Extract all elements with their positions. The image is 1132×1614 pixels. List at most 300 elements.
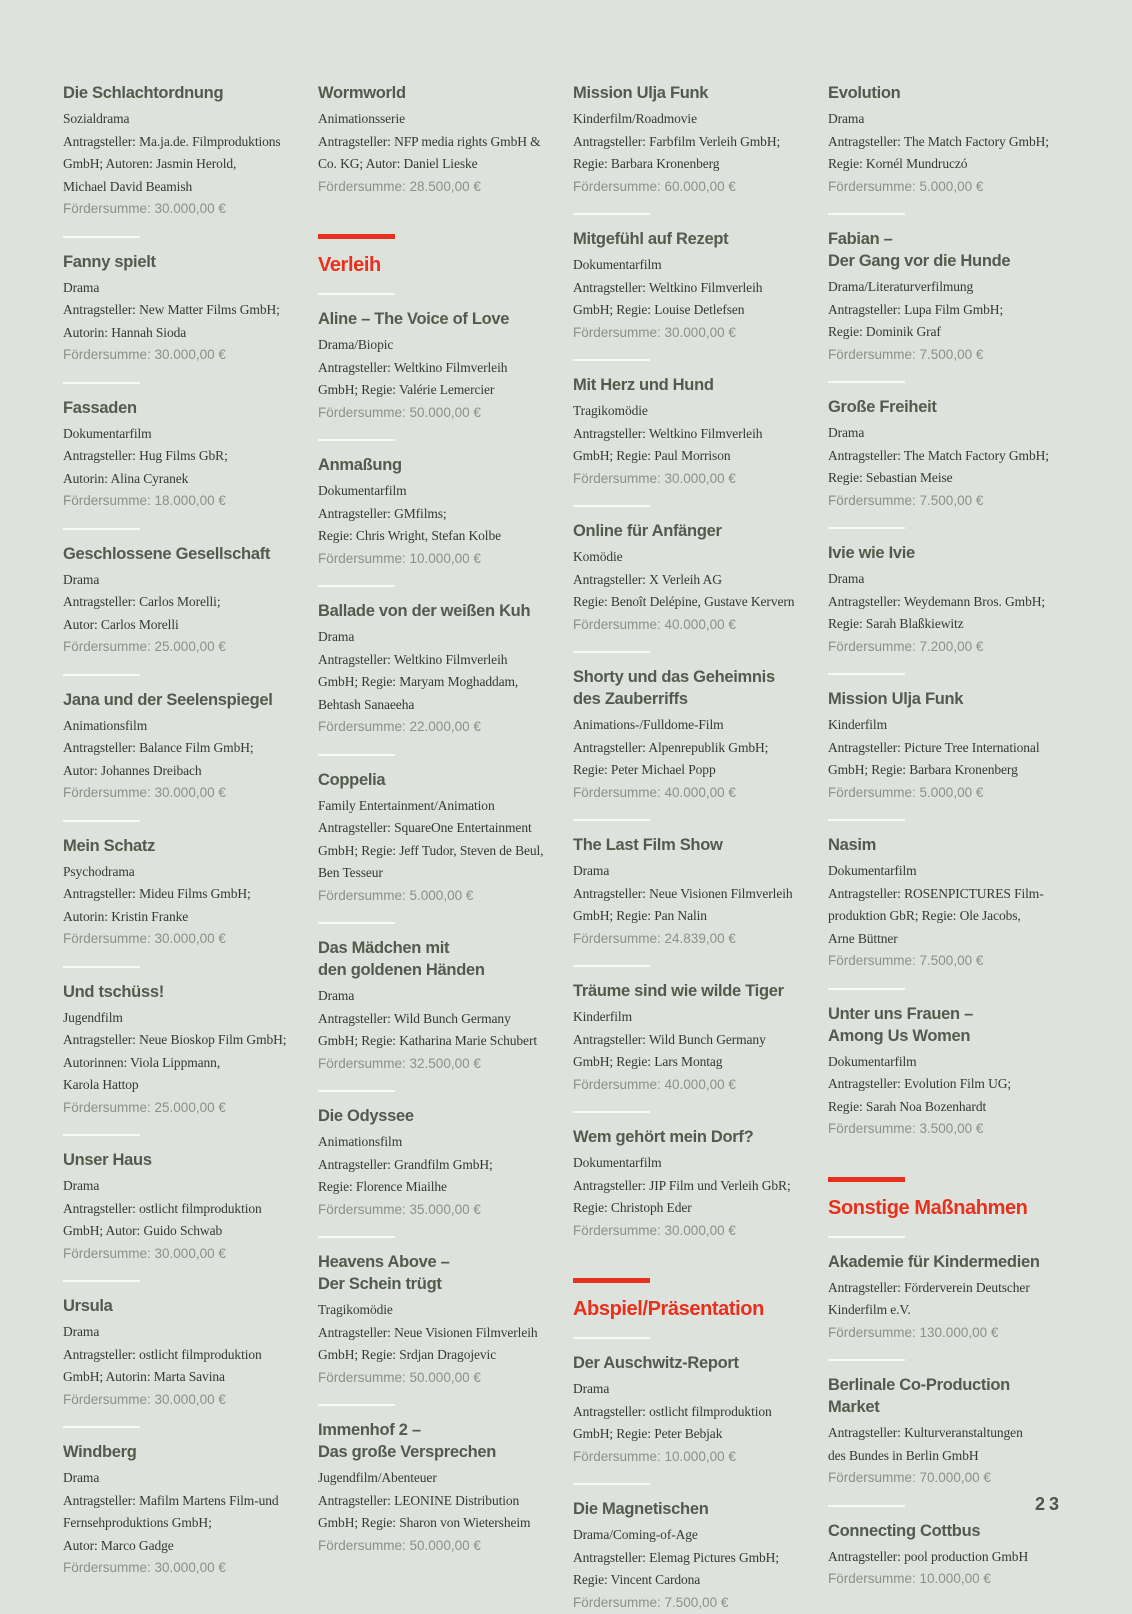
funding-line (828, 344, 1061, 367)
entry (318, 1419, 551, 1557)
funding-value: 70.000,00 € (920, 1470, 991, 1485)
entry-divider (573, 1111, 650, 1113)
entry-divider (828, 1505, 905, 1507)
funding-value: 7.500,00 € (920, 347, 984, 362)
entry (828, 542, 1061, 658)
entry-detail: Autorinnen: Viola Lippmann, (63, 1052, 296, 1075)
entry (318, 308, 551, 424)
entry-detail: Kinderfilm e.V. (828, 1299, 1061, 1322)
funding-label: Fördersumme: (318, 405, 410, 420)
funding-value: 50.000,00 € (410, 1538, 481, 1553)
genre: Dokumentarfilm (828, 860, 1061, 883)
entry (573, 1352, 806, 1468)
funding-line (828, 636, 1061, 659)
funding-line (573, 1446, 806, 1469)
entry-detail: GmbH; Regie: Srdjan Dragojevic (318, 1344, 551, 1367)
funding-line (63, 490, 296, 513)
film-title-line: Akademie für Kindermedien (828, 1251, 1061, 1273)
entry-detail: Autorin: Kristin Franke (63, 906, 296, 929)
entry-detail: GmbH; Regie: Katharina Marie Schubert (318, 1030, 551, 1053)
funding-label: Fördersumme: (573, 471, 665, 486)
entry-detail: Antragsteller: LEONINE Distribution (318, 1490, 551, 1513)
funding-value: 40.000,00 € (665, 1077, 736, 1092)
film-title-line: Und tschüss! (63, 981, 296, 1003)
funding-line (828, 1568, 1061, 1591)
film-title (63, 981, 296, 1003)
funding-label: Fördersumme: (63, 785, 155, 800)
film-title-line: Wem gehört mein Dorf? (573, 1126, 806, 1148)
entry-detail: Antragsteller: Wild Bunch Germany (573, 1029, 806, 1052)
funding-value: 18.000,00 € (155, 493, 226, 508)
funding-value: 10.000,00 € (410, 551, 481, 566)
funding-label: Fördersumme: (828, 953, 920, 968)
entry-detail: Regie: Sarah Blaßkiewitz (828, 613, 1061, 636)
entry (63, 543, 296, 659)
entry-detail: Autor: Johannes Dreibach (63, 760, 296, 783)
entry-detail: Karola Hattop (63, 1074, 296, 1097)
film-title (573, 1498, 806, 1520)
entry-detail: Arne Büttner (828, 928, 1061, 951)
funding-label: Fördersumme: (63, 639, 155, 654)
section-heading: Abspiel/Präsentation (573, 1296, 806, 1322)
film-title (63, 251, 296, 273)
entry-detail: Regie: Barbara Kronenberg (573, 153, 806, 176)
entry-detail: GmbH; Regie: Paul Morrison (573, 445, 806, 468)
film-title (828, 542, 1061, 564)
funding-line (63, 782, 296, 805)
film-title-line: Große Freiheit (828, 396, 1061, 418)
funding-label: Fördersumme: (828, 347, 920, 362)
film-title-line: Unter uns Frauen – (828, 1003, 1061, 1025)
funding-line (318, 176, 551, 199)
entry (318, 937, 551, 1075)
film-title-line: Online für Anfänger (573, 520, 806, 542)
genre: Animationsfilm (318, 1131, 551, 1154)
entry (828, 1374, 1061, 1490)
genre: Animationsserie (318, 108, 551, 131)
entry-detail: Autorin: Hannah Sioda (63, 322, 296, 345)
funding-line (573, 468, 806, 491)
funding-line (573, 1074, 806, 1097)
genre: Dokumentarfilm (318, 480, 551, 503)
funding-value: 3.500,00 € (920, 1121, 984, 1136)
film-title (318, 454, 551, 476)
film-title-line: Das Mädchen mit (318, 937, 551, 959)
entry-divider (63, 674, 140, 676)
funding-line (318, 716, 551, 739)
film-title-line: Die Magnetischen (573, 1498, 806, 1520)
genre: Psychodrama (63, 861, 296, 884)
entry-detail: Fernsehproduktions GmbH; (63, 1512, 296, 1535)
entry-detail: Antragsteller: Elemag Pictures GmbH; (573, 1547, 806, 1570)
entry (828, 82, 1061, 198)
entry (63, 981, 296, 1120)
funding-line (573, 176, 806, 199)
film-title-line: Market (828, 1396, 1061, 1418)
film-title-line: Ballade von der weißen Kuh (318, 600, 551, 622)
page-number: 23 (1035, 1494, 1063, 1515)
genre: Animations-/Fulldome-Film (573, 714, 806, 737)
film-title-line: Der Gang vor die Hunde (828, 250, 1061, 272)
entry (63, 82, 296, 221)
funding-value: 7.500,00 € (665, 1595, 729, 1610)
genre: Drama (828, 568, 1061, 591)
entry-detail: Antragsteller: Farbfilm Verleih GmbH; (573, 131, 806, 154)
entry (828, 688, 1061, 804)
entry-detail: Regie: Kornél Mundruczó (828, 153, 1061, 176)
genre: Drama/Literaturverfilmung (828, 276, 1061, 299)
entry-detail: Michael David Beamish (63, 176, 296, 199)
film-title-line: Aline – The Voice of Love (318, 308, 551, 330)
funding-value: 50.000,00 € (410, 405, 481, 420)
funding-line (318, 548, 551, 571)
film-title (828, 1374, 1061, 1418)
entry-divider (63, 820, 140, 822)
entry-detail: Antragsteller: Neue Visionen Filmverleih (573, 883, 806, 906)
funding-value: 30.000,00 € (155, 347, 226, 362)
entry (828, 1520, 1061, 1591)
genre: Drama (63, 569, 296, 592)
entry-detail: Antragsteller: ostlicht filmproduktion (63, 1344, 296, 1367)
funding-line (828, 1467, 1061, 1490)
entry-detail: Antragsteller: GMfilms; (318, 503, 551, 526)
genre: Drama (573, 1378, 806, 1401)
entry-divider (63, 1426, 140, 1428)
funding-line (828, 176, 1061, 199)
film-title (318, 1251, 551, 1295)
entry-divider (573, 1337, 650, 1339)
film-title (318, 1419, 551, 1463)
film-title (828, 1520, 1061, 1542)
film-title-line: Mitgefühl auf Rezept (573, 228, 806, 250)
film-title-line: Träume sind wie wilde Tiger (573, 980, 806, 1002)
entry-detail: Antragsteller: Neue Visionen Filmverleih (318, 1322, 551, 1345)
funding-value: 40.000,00 € (665, 785, 736, 800)
film-title-line: Coppelia (318, 769, 551, 791)
entry-divider (318, 293, 395, 295)
genre: Jugendfilm (63, 1007, 296, 1030)
funding-label: Fördersumme: (573, 1595, 665, 1610)
film-title-line: Ivie wie Ivie (828, 542, 1061, 564)
entry (318, 769, 551, 908)
funding-value: 60.000,00 € (665, 179, 736, 194)
genre: Komödie (573, 546, 806, 569)
film-title (318, 600, 551, 622)
genre: Dokumentarfilm (63, 423, 296, 446)
funding-value: 5.000,00 € (920, 785, 984, 800)
entry-divider (63, 966, 140, 968)
entry-detail: Antragsteller: SquareOne Entertainment (318, 817, 551, 840)
genre: Kinderfilm/Roadmovie (573, 108, 806, 131)
section-rule (573, 1278, 650, 1283)
funding-label: Fördersumme: (318, 719, 410, 734)
funding-line (828, 1118, 1061, 1141)
genre: Drama (828, 422, 1061, 445)
entry-divider (573, 965, 650, 967)
entry-detail: Antragsteller: Mideu Films GmbH; (63, 883, 296, 906)
funding-value: 30.000,00 € (155, 1392, 226, 1407)
entry-detail: Regie: Chris Wright, Stefan Kolbe (318, 525, 551, 548)
entry-detail: Antragsteller: Wild Bunch Germany (318, 1008, 551, 1031)
film-title (318, 82, 551, 104)
section-heading: Verleih (318, 252, 551, 278)
entry-divider (63, 1134, 140, 1136)
film-title (63, 543, 296, 565)
film-title (573, 834, 806, 856)
funding-label: Fördersumme: (573, 1077, 665, 1092)
film-title-line: Mission Ulja Funk (573, 82, 806, 104)
funding-line (63, 1097, 296, 1120)
entry (828, 396, 1061, 512)
genre: Dokumentarfilm (573, 1152, 806, 1175)
entry-divider (828, 988, 905, 990)
funding-label: Fördersumme: (828, 493, 920, 508)
entry-divider (828, 213, 905, 215)
film-title-line: Windberg (63, 1441, 296, 1463)
column-3 (573, 82, 806, 1614)
film-title (63, 1295, 296, 1317)
funding-line (828, 782, 1061, 805)
genre: Drama (828, 108, 1061, 131)
entry-detail: GmbH; Regie: Louise Detlefsen (573, 299, 806, 322)
film-title (573, 1352, 806, 1374)
funding-label: Fördersumme: (318, 888, 410, 903)
funding-line (573, 322, 806, 345)
entry-detail: GmbH; Regie: Jeff Tudor, Steven de Beul, (318, 840, 551, 863)
entry (63, 251, 296, 367)
entry-detail: Antragsteller: Picture Tree International (828, 737, 1061, 760)
funding-label: Fördersumme: (63, 1246, 155, 1261)
entry-detail: Antragsteller: Balance Film GmbH; (63, 737, 296, 760)
entry-detail: Antragsteller: Carlos Morelli; (63, 591, 296, 614)
entry-divider (828, 527, 905, 529)
funding-label: Fördersumme: (828, 1121, 920, 1136)
funding-label: Fördersumme: (63, 1392, 155, 1407)
entry-divider (828, 381, 905, 383)
funding-line (318, 1199, 551, 1222)
funding-value: 5.000,00 € (410, 888, 474, 903)
film-title (573, 82, 806, 104)
entry-detail: GmbH; Autor: Guido Schwab (63, 1220, 296, 1243)
funding-value: 30.000,00 € (155, 1560, 226, 1575)
entry-detail: Antragsteller: Weydemann Bros. GmbH; (828, 591, 1061, 614)
entry (318, 82, 551, 198)
funding-label: Fördersumme: (828, 1325, 920, 1340)
funding-value: 30.000,00 € (665, 325, 736, 340)
film-title-line: Ursula (63, 1295, 296, 1317)
funding-label: Fördersumme: (318, 1370, 410, 1385)
entry-divider (573, 505, 650, 507)
funding-value: 22.000,00 € (410, 719, 481, 734)
funding-label: Fördersumme: (573, 931, 665, 946)
funding-line (318, 1367, 551, 1390)
funding-label: Fördersumme: (318, 1056, 410, 1071)
funding-value: 130.000,00 € (920, 1325, 999, 1340)
entry-detail: Antragsteller: Weltkino Filmverleih (318, 649, 551, 672)
funding-line (318, 1053, 551, 1076)
entry (573, 520, 806, 636)
genre: Dokumentarfilm (573, 254, 806, 277)
funding-label: Fördersumme: (573, 1223, 665, 1238)
genre: Drama/Biopic (318, 334, 551, 357)
film-title-line: Der Schein trügt (318, 1273, 551, 1295)
entry (318, 1105, 551, 1221)
film-title-line: des Zauberriffs (573, 688, 806, 710)
funding-line (828, 1322, 1061, 1345)
column-4 (828, 82, 1061, 1614)
funding-value: 24.839,00 € (665, 931, 736, 946)
entry-divider (573, 1483, 650, 1485)
entry-detail: GmbH; Regie: Pan Nalin (573, 905, 806, 928)
entry-detail: Regie: Vincent Cardona (573, 1569, 806, 1592)
film-title (63, 1441, 296, 1463)
entry-detail: Antragsteller: Alpenrepublik GmbH; (573, 737, 806, 760)
film-title-line: Unser Haus (63, 1149, 296, 1171)
film-title-line: Berlinale Co-Production (828, 1374, 1061, 1396)
genre: Family Entertainment/Animation (318, 795, 551, 818)
entry (63, 689, 296, 805)
entry-detail: Antragsteller: New Matter Films GmbH; (63, 299, 296, 322)
funding-line (573, 782, 806, 805)
entry-detail: Autor: Marco Gadge (63, 1535, 296, 1558)
funding-value: 7.500,00 € (920, 493, 984, 508)
entry (573, 82, 806, 198)
funding-label: Fördersumme: (318, 1538, 410, 1553)
entry-detail: Antragsteller: ostlicht filmproduktion (573, 1401, 806, 1424)
entry (573, 834, 806, 950)
entry-detail: Antragsteller: ostlicht filmproduktion (63, 1198, 296, 1221)
entry (318, 1251, 551, 1389)
funding-label: Fördersumme: (573, 179, 665, 194)
film-title (573, 1126, 806, 1148)
entry-detail: Antragsteller: Neue Bioskop Film GmbH; (63, 1029, 296, 1052)
entry (828, 1003, 1061, 1141)
entry-detail: Antragsteller: Mafilm Martens Film-und (63, 1490, 296, 1513)
entry-detail: GmbH; Regie: Lars Montag (573, 1051, 806, 1074)
entry-divider (318, 754, 395, 756)
entry-detail: Co. KG; Autor: Daniel Lieske (318, 153, 551, 176)
film-title-line: The Last Film Show (573, 834, 806, 856)
film-title (63, 835, 296, 857)
entry-detail: Regie: Florence Miailhe (318, 1176, 551, 1199)
film-title (318, 769, 551, 791)
entry-divider (573, 213, 650, 215)
entry-detail: Antragsteller: Weltkino Filmverleih (318, 357, 551, 380)
entry-divider (318, 439, 395, 441)
film-title-line: den goldenen Händen (318, 959, 551, 981)
film-title (573, 520, 806, 542)
entry-detail: produktion GbR; Regie: Ole Jacobs, (828, 905, 1061, 928)
entry-divider (573, 651, 650, 653)
film-title (573, 980, 806, 1002)
funding-value: 50.000,00 € (410, 1370, 481, 1385)
entry (63, 1441, 296, 1580)
entry (573, 374, 806, 490)
film-title-line: Fassaden (63, 397, 296, 419)
entry-detail: Antragsteller: Kulturveranstaltungen (828, 1422, 1061, 1445)
funding-value: 30.000,00 € (155, 201, 226, 216)
entry-detail: Antragsteller: pool production GmbH (828, 1546, 1061, 1569)
funding-label: Fördersumme: (828, 1470, 920, 1485)
film-title (828, 82, 1061, 104)
entry-detail: GmbH; Autoren: Jasmin Herold, (63, 153, 296, 176)
column-1 (63, 82, 296, 1614)
funding-value: 30.000,00 € (665, 1223, 736, 1238)
funding-value: 30.000,00 € (155, 1246, 226, 1261)
entry-divider (828, 1359, 905, 1361)
film-title (828, 228, 1061, 272)
funding-line (828, 950, 1061, 973)
entry-detail: Antragsteller: Förderverein Deutscher (828, 1277, 1061, 1300)
funding-value: 10.000,00 € (920, 1571, 991, 1586)
entry-divider (318, 922, 395, 924)
film-title-line: Mission Ulja Funk (828, 688, 1061, 710)
entry-detail: Antragsteller: NFP media rights GmbH & (318, 131, 551, 154)
entry-detail: Ben Tesseur (318, 862, 551, 885)
entry-detail: Autor: Carlos Morelli (63, 614, 296, 637)
film-title-line: Wormworld (318, 82, 551, 104)
funding-label: Fördersumme: (573, 617, 665, 632)
entry (318, 454, 551, 570)
entry-detail: Antragsteller: The Match Factory GmbH; (828, 445, 1061, 468)
genre: Tragikomödie (573, 400, 806, 423)
entry (63, 835, 296, 951)
entry-detail: Antragsteller: The Match Factory GmbH; (828, 131, 1061, 154)
entry (63, 397, 296, 513)
funding-label: Fördersumme: (63, 1560, 155, 1575)
film-title-line: Connecting Cottbus (828, 1520, 1061, 1542)
entry-divider (318, 1236, 395, 1238)
funding-line (63, 928, 296, 951)
funding-value: 40.000,00 € (665, 617, 736, 632)
film-title (573, 374, 806, 396)
film-title-line: Die Odyssee (318, 1105, 551, 1127)
entry-divider (573, 819, 650, 821)
entry (828, 834, 1061, 973)
entry (573, 1126, 806, 1242)
funding-line (573, 614, 806, 637)
entry-detail: Antragsteller: Lupa Film GmbH; (828, 299, 1061, 322)
funding-value: 5.000,00 € (920, 179, 984, 194)
film-title-line: Anmaßung (318, 454, 551, 476)
section-heading: Sonstige Maßnahmen (828, 1195, 1061, 1221)
funding-label: Fördersumme: (828, 1571, 920, 1586)
film-title (318, 937, 551, 981)
entry-detail: Regie: Sarah Noa Bozenhardt (828, 1096, 1061, 1119)
genre: Drama (318, 985, 551, 1008)
funding-line (318, 1535, 551, 1558)
genre: Drama (63, 277, 296, 300)
funding-line (63, 344, 296, 367)
funding-line (63, 1389, 296, 1412)
funding-value: 7.200,00 € (920, 639, 984, 654)
funding-line (573, 1220, 806, 1243)
film-title-line: Shorty und das Geheimnis (573, 666, 806, 688)
funding-line (573, 1592, 806, 1614)
genre: Animationsfilm (63, 715, 296, 738)
genre: Kinderfilm (573, 1006, 806, 1029)
film-title (318, 1105, 551, 1127)
entry-detail: Antragsteller: Weltkino Filmverleih (573, 423, 806, 446)
film-title (828, 688, 1061, 710)
funding-line (573, 928, 806, 951)
funding-label: Fördersumme: (828, 179, 920, 194)
entry-divider (63, 236, 140, 238)
entry-detail: Behtash Sanaeeha (318, 694, 551, 717)
film-title-line: Fanny spielt (63, 251, 296, 273)
entry-divider (63, 1280, 140, 1282)
film-title (318, 308, 551, 330)
